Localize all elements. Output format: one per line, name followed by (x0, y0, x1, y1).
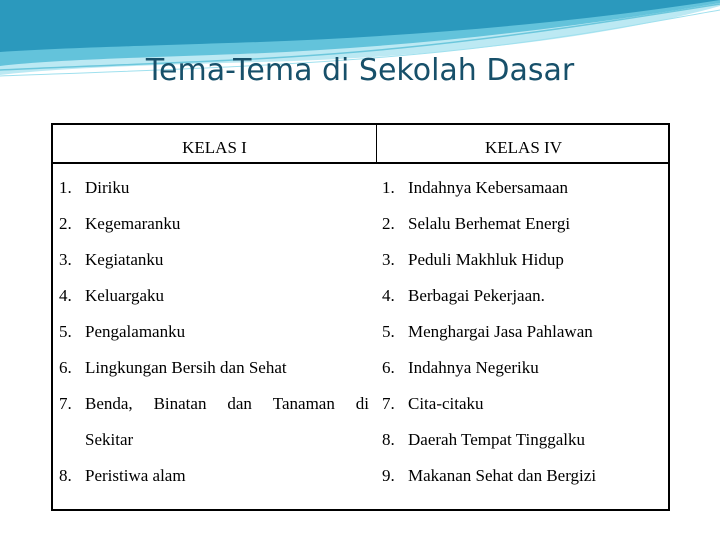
list-item: 3. Kegiatanku (59, 250, 164, 269)
page-title: Tema-Tema di Sekolah Dasar (145, 53, 575, 88)
list-item: 4. Berbagai Pekerjaan. (382, 286, 545, 305)
list-item: 9. Makanan Sehat dan Bergizi (382, 466, 597, 485)
list-item: 1. Indahnya Kebersamaan (382, 178, 569, 197)
column-header-kelas-4: KELAS IV (485, 138, 562, 157)
list-item: 2. Kegemaranku (59, 214, 181, 233)
column-header-kelas-1: KELAS I (182, 138, 247, 157)
list-item: 2. Selalu Berhemat Energi (382, 214, 571, 233)
list-item: 5. Menghargai Jasa Pahlawan (382, 322, 593, 341)
list-item: 8. Peristiwa alam (59, 466, 186, 485)
header-divider (53, 162, 668, 164)
list-item-continuation: Sekitar (85, 430, 134, 449)
list-item: 5. Pengalamanku (59, 322, 186, 341)
list-item: 3. Peduli Makhluk Hidup (382, 250, 564, 269)
list-item: 7. Cita-citaku (382, 394, 484, 413)
list-item: 7. Benda, Binatan dan Tanaman di (59, 394, 369, 413)
list-item: 6. Lingkungan Bersih dan Sehat (59, 358, 287, 377)
list-item: 1. Diriku (59, 178, 130, 197)
list-item: 6. Indahnya Negeriku (382, 358, 539, 377)
list-item: 8. Daerah Tempat Tinggalku (382, 430, 585, 449)
themes-table (51, 123, 670, 511)
list-item: 4. Keluargaku (59, 286, 164, 305)
